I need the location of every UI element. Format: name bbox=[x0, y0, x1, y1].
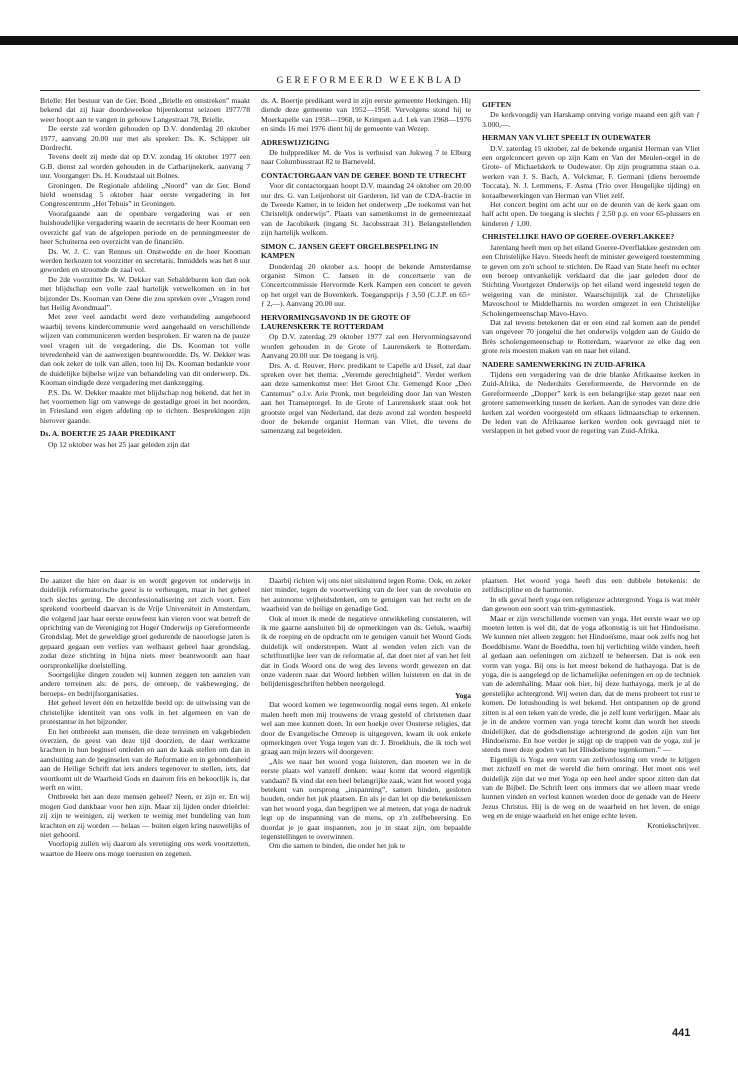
signature: Kroniekschrijver. bbox=[647, 820, 700, 830]
section-heading: HERMAN VAN VLIET SPEELT IN OUDEWATER bbox=[482, 133, 651, 143]
paragraph: „Als we naar het woord yoga luisteren, dan moeten we in de eerste plaats wel vanzelf denken: waar komt dat woord eigenlijk vandaan? Ik vind dat een heel belangrijke zaak, want het woord yoga betekent van oorsprong „inspanning”, samen binden, gesloten houden, onder het juk plaatsen. En als je dan let op die betekenissen van het woord yoga, dan begrijpen we al meteen, dat yoga de nadruk legt op de inspanning van de mens, op z'n zelfbeheersing. En doordat je je gaat inspannen, zou je in staat zijn, om bepaalde tegenstellingen te overwinnen. bbox=[261, 756, 471, 841]
paragraph: ds. A. Boertje predikant werd in zijn eerste gemeente Herkingen. Hij diende deze gemeente van 1952—1958. Vervolgens stond hij te Moerkapelle van 1958—1968, te Krimpen a.d. Lek van 1968—1976 en sinds 16 mei 1976 dient hij de gemeente van Wezep. bbox=[261, 96, 471, 134]
paragraph: Om die samen te binden, die onder het juk te bbox=[269, 841, 406, 851]
column-6 bbox=[482, 576, 700, 1016]
section-heading: HERVORMINGSAVOND IN DE GROTE OF LAURENSKERK TE ROTTERDAM bbox=[261, 312, 411, 331]
paragraph: plaatsen. Het woord yoga heeft dus een dubbele betekenis: de zelfdiscipline en de harmonie. bbox=[482, 576, 700, 595]
section-heading: CONTACTORGAAN VAN DE GEREF. BOND TE UTRECHT bbox=[261, 170, 467, 180]
paragraph: De eerste zal worden gehouden op D.V. donderdag 20 oktober 1977, aanvang 20.00 uur met als spreker: Ds. K. Schipper uit Dordrecht. bbox=[40, 124, 250, 153]
header-rule bbox=[40, 90, 700, 91]
paragraph: Voorlopig zullen wij daarom als vereniging ons werk voortzetten, waartoe de Heere ons moge toerusten en zegenen. bbox=[40, 839, 250, 858]
section-heading: SIMON C. JANSEN GEEFT ORGELBESPELING IN KAMPEN bbox=[261, 241, 439, 261]
paragraph: Voorafgaande aan de openbare vergadering was er een huishoudelijke vergadering waarin de secretaris de heer Kooman een overzicht gaf van de afgelopen periode en de penningmeester de heer Schuiterna een overzicht van de financiën. bbox=[40, 208, 250, 247]
paragraph: Het concert begint om acht uur en de deuren van de kerk gaan om half acht open. De toegang is slechts ƒ 2,50 p.p. en voor 65-plussers en kinderen ƒ 1,00. bbox=[482, 200, 700, 228]
paragraph: Maar er zijn verschillende vormen van yoga. Het eerste waar we op moeten letten is wel dit, dat de yoga afkomstig is uit het Hindoeïsme. We kunnen niet alleen zeggen: het Hindoeïsme, maar ook zelfs nog het Boeddhisme. Want de Boeddha, toen hij verlichting wilde vinden, heeft al gedaan aan oefeningen om zichzelf te beheersen. Dat is ook een vorm van yoga. Bij ons is het meest bekend de hathayoga. Dat is de yoga, die is aangelegd op de lichamelijke oefeningen en op de techniek van de ademhaling. Maar ook hier, bij deze hathayoga, merk je al de geestelijke achtergrond. Wij weten dan, dat de mens probeert tot rust te komen. De lotushouding is wel bekend. Het ontspannen op de grond zitten is al een teken van de vrede, die je zelf kunt verkrijgen. Maar als je in de andere vormen van yoga terecht komt dan wordt het steeds duidelijker, dat de godsdienstige achtergrond de goden zijn van het Hindoeïsme. En hoe verder je stijgt op de trappen van de yoga, zul je steeds meer deze goden van het Hindoeïsme tegenkomen.” — bbox=[482, 613, 700, 755]
paragraph: De hulpprediker M. de Vos is verhuisd van Jukweg 7 te Elburg naar Columbusstraat 82 te Barneveld. bbox=[261, 148, 471, 167]
section-heading: NADERE SAMENWERKING IN ZUID-AFRIKA bbox=[482, 359, 646, 369]
paragraph: Tevens deelt zij mede dat op D.V. zondag 16 oktober 1977 een G.B. dienst zal worden gehouden in de Catharijnekerk, aanvang 7 uur. Voorganger: Ds. H. Koudstaal uit Bolnes. bbox=[40, 152, 250, 181]
section-heading: GIFTEN bbox=[482, 100, 512, 109]
paragraph: Met zeer veel aandacht werd deze verhandeling aangehoord waarbij tevens kindercommunie werd aangehaald en verschillende wijzen van communiceren werden besproken. Er waren na de pauze veel vragen uit de vergadering, die Ds. Kooman tot volle tevredenheid van de aanwezigen beantwoordde. Ds. W. Dekker was dan ook zeker de tolk van allen, toen hij Ds. Kooman bedankte voor de duidelijke bijbelse wijze van behandeling van dit onderwerp. Ds. Kooman eindigde deze vergadering met dankzegging. bbox=[40, 312, 250, 388]
column-2 bbox=[261, 96, 471, 568]
paragraph: Voor dit contactorgaan hoopt D.V. maandag 24 oktober om 20.00 uur drs. G. van Leijenhorst uit Garderen, lid van de CDA-fractie in de Tweede Kamer, in te leiden het onderwerp „De toekomst van het Christelijk onderwijs”. Plaats van samenkomst in de gemeentezaal van de Jacobikerk (ingang St. Jacobsstraat 31). Belangstellenden zijn hartelijk welkom. bbox=[261, 181, 471, 238]
section-heading: Ds. A. BOERTJE 25 JAAR PREDIKANT bbox=[40, 429, 176, 439]
paragraph: De 2de voorzitter Ds. W. Dekker van Sebaldeburen kon dan ook met blijdschap een volle zaal hartelijk verwelkomen en in het bijzonder Ds. Kooman van Oene die zou spreken over „Vragen rond het Heilig Avondmaal”. bbox=[40, 274, 250, 312]
masthead: GEREFORMEERD WEEKBLAD bbox=[276, 76, 464, 86]
column-4 bbox=[40, 576, 250, 1016]
subheading-yoga: Yoga bbox=[454, 690, 471, 700]
column-5 bbox=[261, 576, 471, 1016]
paragraph: Dat zal tevens betekenen dat er een eind zal komen aan de pendel van ongeveer 70 jongelui die het onderwijs volgden aan de Guido de Brès scholengemeenschap te Rotterdam, waarvoor ze elke dag een grote reis moesten maken van en naar het eiland. bbox=[482, 317, 700, 356]
paragraph: Groningen. De Regionale afdeling „Noord” van de Ger. Bond hield woensdag 5 oktober haar eerste vergadering in het Congrescentrum „Het Tehuis” in Groningen. bbox=[40, 180, 250, 209]
paragraph: Jarenlang heeft men op het eiland Goeree-Overflakkee gestreden om een Christelijke Havo. Steeds heeft de minister geweigerd toestemming te geven om zo'n school te stichten. De Raad van State heeft nu echter een beroep ontvankelijk verklaard dat die jaar geleden door de Stichting Voortgezet Onderwijs op het eiland werd ingesteld tegen de weigering van de minister. Waarschijnlijk zal de Christelijke Mavoschool te Middelharnis nu worden omgezet in een Christelijke Scholengemeenschap Mavo-Havo. bbox=[482, 242, 700, 318]
page-number: 441 bbox=[672, 1027, 691, 1039]
paragraph: Op 12 oktober was het 25 jaar geleden zijn dat bbox=[48, 439, 190, 449]
column-3 bbox=[482, 96, 700, 568]
section-heading: CHRISTELIJKE HAVO OP GOEREE-OVERFLAKKEE? bbox=[482, 232, 675, 242]
paragraph: In elk geval heeft yoga een religieuze achtergrond. Yoga is wat méér dan gewoon een soort van trim-gymnastiek. bbox=[482, 594, 700, 614]
paragraph: Brielle: Het bestuur van de Ger. Bond „Brielle en omstreken” maakt bekend dat zij haar doordeweekse bijeenkomst seizoen 1977/78 weer hoopt aan te vangen in gebouw Langestraat 78, Brielle. bbox=[40, 96, 250, 124]
paragraph: Ds. W. J. C. van Rennes uit Onstwedde en de heer Kooman werden herkozen tot voorzitter en secretaris. Inmiddels was het 8 uur geworden en stroomde de zaal vol. bbox=[40, 246, 250, 275]
section-heading: ADRESWIJZIGING bbox=[261, 137, 330, 147]
paragraph: Ook al moet ik mede de negatieve ontwikkeling constateren, wil ik me gaarne aansluiten bij de opmerkingen van ds. Geluk, waarbij ik de roeping en de opdracht om te getuigen vanuit het Woord Gods duidelijk wil onderstrepen. Want al wenden velen zich van de schriftuurlijke leer van de reformatie af, dat doet niet af van het feit dat in Gods Woord ons de weg des levens wordt gewezen en dat onze vaderen naar dat Woord hebben willen luisteren en dat in de belijdenisgeschriften hebben neergelegd. bbox=[261, 613, 471, 689]
paragraph: En het ontbreekt aan mensen, die deze terreinen en vakgebieden overzien, de geest van deze tijd doorzien, de daar werkzame krachten in hun beginsel ontleden en aan de kaak stellen om dan in aansluiting aan de beginselen van de Reformatie en in gebondenheid aan de Heilige Schrift dat iets anders tegenover te stellen, iets, dat voortkomt uit de Waarheid Gods en daarom fris en bekoorlijk is, dat werft en wint. bbox=[40, 726, 250, 792]
paragraph: Drs. A. d. Reuver, Herv. predikant te Capelle a/d IJssel, zal daar spreken over het thema: „Veremde gerechtigheid”. Verder werken aan deze samenkomst mee: Het Groot Chr. Gemengd Koor „Deo Cantemus” o.l.v. Arie Pronk, met begeleiding door Jan van Westen aan het Transeptorgel. In de Grote of Laurenskerk staat ook het grootste orgel van Nederland, dat deze avond zal worden bespeeld door de bekende organist Herman van Vliet, die tevens de samenzang zal begeleiden. bbox=[261, 360, 471, 436]
paragraph: Op D.V. zaterdag 29 oktober 1977 zal een Hervormingsavond worden gehouden in de Grote of Laurenskerk te Rotterdam. Aanvang 20.00 uur. De toegang is vrij. bbox=[261, 332, 471, 361]
paragraph: Tijdens een vergadering van de drie blanke Afrikaanse kerken in Zuid-Afrika, de Nederduits Gereformeerde, de Hervormde en de Gereformeerde „Dopper” kerk is een belangrijke stap gezet naar een grotere samenwerking tussen de kerken. Aan de synodes van deze drie kerken zal worden voorgesteld om elkaars lidmaatschap te erkennen. De leden van de Afrikaanse kerken werden ook gevraagd niet te verslappen in het gebed voor de regering van Zuid-Afrika. bbox=[482, 369, 700, 436]
paragraph: De aanzet die hier en daar is en wordt gegeven tot onderwijs in duidelijk reformatorische geest is te verheugen, maar in het geheel toch slechts gering. De deconfessionalisering zet zich voort. Een sprekend voorbeeld daarvan is de Vrije Universiteit in Amsterdam, die volgend jaar haar eerste eeuwfeest kan vieren voor wat betreft de oprichting van de Vereniging tot Hoger Onderwijs op Gereformeerde Grondslag. Met de geweldige groei gedurende de naoorlogse jaren is gepaard gegaan een verlies van welhaast geheel haar grondslag, zodat deze stichting in bijna niets meer beantwoordt aan haar oorspronkelijke doelstelling. bbox=[40, 576, 250, 670]
section-rule bbox=[40, 571, 700, 572]
paragraph: Soortgelijke dingen zouden wij kunnen zeggen ten aanzien van andere terreinen als: de pers, de omroep, de vakbeweging, de beroeps- en bedrijfsorganisaties. bbox=[40, 670, 250, 698]
paragraph: Het geheel levert één en hetzelfde beeld op: de uitwissing van de christelijke identiteit van ons volk in het algemeen en van de protestantse in het bijzonder. bbox=[40, 698, 250, 727]
paragraph: Ontbreekt het aan deze mensen geheel? Neen, er zijn er. En wij mogen God dankbaar voor hen zijn. Maar zij lijden onder drieërlei: zij zijn te weinigen, zij werken te weinig met bundeling van hun krachten en zij worden — helaas — buiten eigen kring nauwelijks of niet gehoord. bbox=[40, 792, 250, 839]
paragraph: De kerkvoogdij van Harskamp ontving vorige maand een gift van ƒ 3.000,—. bbox=[482, 110, 700, 129]
paragraph: Daarbij richten wij ons niet uitsluitend tegen Rome. Ook, en zeker niet minder, tegen de voortwerking van de leer van de revolutie en het autonome vrijheidsdenken, om te getuigen van het recht en de waarheid van de heilige en genadige God. bbox=[261, 576, 471, 614]
paragraph: Donderdag 20 oktober a.s. hoopt de bekende Amsterdamse organist Simon C. Jansen in de concertserie van de Concertcommissie Hervormde Kerk Kampen een concert te geven op het orgel van de Bovenkerk. Toegangsprijs ƒ 3,50 (C.J.P. en 65+ ƒ 2,—). Aanvang 20.00 uur. bbox=[261, 261, 471, 309]
paragraph: P.S. Ds. W. Dekker maakte met blijdschap nog bekend, dat het in het voornemen ligt om vanwege de gestadige groei in het noorden, in Friesland een eigen afdeling op te richten. Besprekingen zijn hierover gaande. bbox=[40, 387, 250, 425]
paragraph: Dat woord komen we tegenwoordig nogal eens tegen. Al enkele malen heeft men mij trouwens de vraag gesteld of christenen daar wel aan mee kunnen doen. In een boekje over Oosterse religies, dat door de Evangelische Omroep is uitgegeven, kwam ik ook enkele opmerkingen over Yoga tegen van dr. J. Broekhuis, die ik toch wel graag aan mijn lezers wil doorgeven: bbox=[261, 700, 471, 757]
paragraph: D.V. zaterdag 15 oktober, zal de bekende organist Herman van Vliet een orgelconcert geven op zijn Kam en Van der Meulen-orgel in de Grote- of Michaelskerk te Oudewater. Op zijn programma staan o.a. werken van J. S. Bach, A. Volckmar, F. Germani (diens beroemde Toccata), N. J. Lemmens, F. Asma (Trio over Heugelijke tijding) en koraalbewerkingen van Herman van Vliet zelf. bbox=[482, 143, 700, 200]
top-bar bbox=[0, 36, 738, 45]
column-1 bbox=[40, 96, 250, 568]
paragraph: Eigenlijk is Yoga een vorm van zelfverlossing om vrede te krijgen met zichzelf en met de wereld die hem omringt. Het moet ons wel duidelijk zijn dat we met Yoga op een heel ander spoor zitten dan dat van de Bijbel. De Schrift leert ons immers dat we alleen maar vrede kunnen vinden en verlost kunnen worden door de genade van de Heere Jezus Christus. Hij is de weg en de waarheid en het leven, de enige weg en de enige waarheid en het enige echte leven. bbox=[482, 754, 700, 821]
